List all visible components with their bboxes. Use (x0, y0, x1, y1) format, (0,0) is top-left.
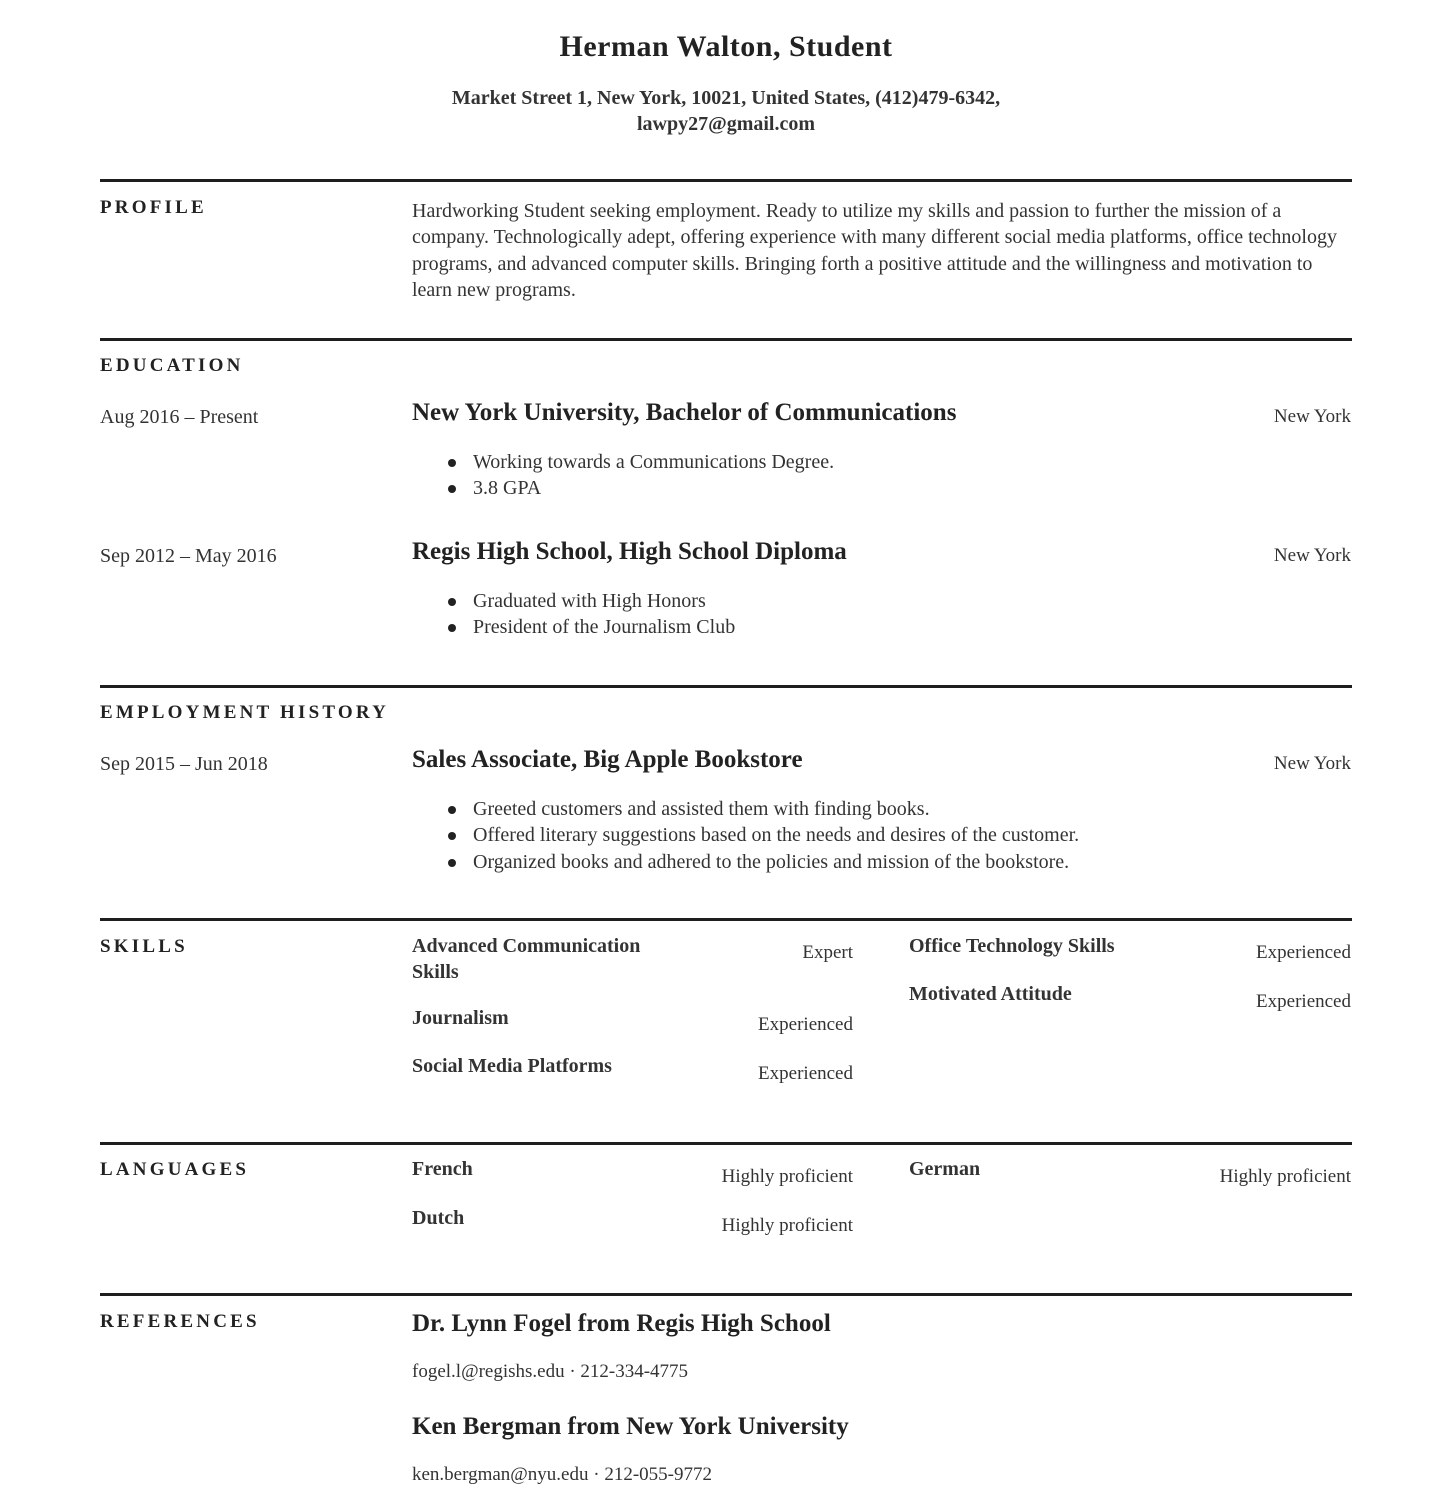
section-divider (100, 179, 1352, 182)
language-name: German (909, 1158, 981, 1180)
skill-name: Advanced Communication Skills (412, 935, 641, 984)
education-2-title: Regis High School, High School Diploma (412, 538, 847, 565)
skill-level: Expert (802, 942, 853, 963)
candidate-name: Herman Walton, Student (559, 30, 893, 63)
section-divider (100, 1142, 1352, 1145)
education-2-city: New York (1273, 545, 1351, 566)
section-divider (100, 1293, 1352, 1296)
education-1-city: New York (1273, 406, 1351, 427)
contact-address-line: Market Street 1, New York, 10021, United States, (412)479-6342, (451, 87, 1001, 109)
education-1-title: New York University, Bachelor of Communications (412, 399, 957, 426)
language-level: Highly proficient (721, 1166, 853, 1187)
list-item: Offered literary suggestions based on the needs and desires of the customer. (412, 822, 1079, 848)
skill-name: Office Technology Skills (909, 935, 1115, 957)
contact-info (0, 85, 1452, 137)
reference-1-name: Dr. Lynn Fogel from Regis High School (412, 1310, 831, 1337)
skill-level: Experienced (1256, 942, 1351, 963)
list-item: President of the Journalism Club (412, 614, 735, 640)
employment-1-dates: Sep 2015 – Jun 2018 (100, 753, 268, 775)
list-item: Greeted customers and assisted them with finding books. (412, 796, 1079, 822)
skill-level: Experienced (1256, 991, 1351, 1012)
section-title-references: REFERENCES (100, 1311, 260, 1332)
employment-1-details (412, 796, 1079, 875)
skill-level: Experienced (758, 1014, 853, 1035)
list-item: Organized books and adhered to the policies and mission of the bookstore. (412, 849, 1079, 875)
skill-level: Experienced (758, 1063, 853, 1084)
reference-2-name: Ken Bergman from New York University (412, 1413, 849, 1440)
section-divider (100, 685, 1352, 688)
skill-name: Journalism (412, 1007, 509, 1029)
profile-summary: Hardworking Student seeking employment. Ready to utilize my skills and passion to further the mission of a company. Technologically adept, offering experience with many different social media platforms, office technology programs, and advanced computer skills. Bringing forth a positive attitude and the willingness and motivation to learn new programs. (412, 200, 1337, 301)
skill-name: Motivated Attitude (909, 983, 1072, 1005)
reference-1-contact: fogel.l@regishs.edu · 212-334-4775 (412, 1361, 689, 1382)
list-item: Working towards a Communications Degree. (412, 449, 834, 475)
section-title-languages: LANGUAGES (100, 1159, 250, 1180)
section-divider (100, 918, 1352, 921)
language-name: French (412, 1158, 473, 1180)
education-1-dates: Aug 2016 – Present (100, 406, 259, 428)
language-level: Highly proficient (721, 1215, 853, 1236)
education-1-details (412, 449, 834, 502)
list-item: Graduated with High Honors (412, 588, 735, 614)
employment-1-city: New York (1273, 753, 1351, 774)
list-item: 3.8 GPA (412, 475, 834, 501)
section-title-skills: SKILLS (100, 936, 188, 957)
language-level: Highly proficient (1219, 1166, 1351, 1187)
education-2-details (412, 588, 735, 641)
section-title-education: EDUCATION (100, 355, 244, 376)
contact-email: lawpy27@gmail.com (636, 113, 816, 135)
reference-2-contact: ken.bergman@nyu.edu · 212-055-9772 (412, 1464, 712, 1485)
section-divider (100, 338, 1352, 341)
education-2-dates: Sep 2012 – May 2016 (100, 545, 277, 567)
skill-name: Social Media Platforms (412, 1055, 612, 1077)
employment-1-title: Sales Associate, Big Apple Bookstore (412, 746, 803, 773)
language-name: Dutch (412, 1207, 465, 1229)
section-title-employment: EMPLOYMENT HISTORY (100, 702, 390, 723)
section-title-profile: PROFILE (100, 197, 207, 218)
